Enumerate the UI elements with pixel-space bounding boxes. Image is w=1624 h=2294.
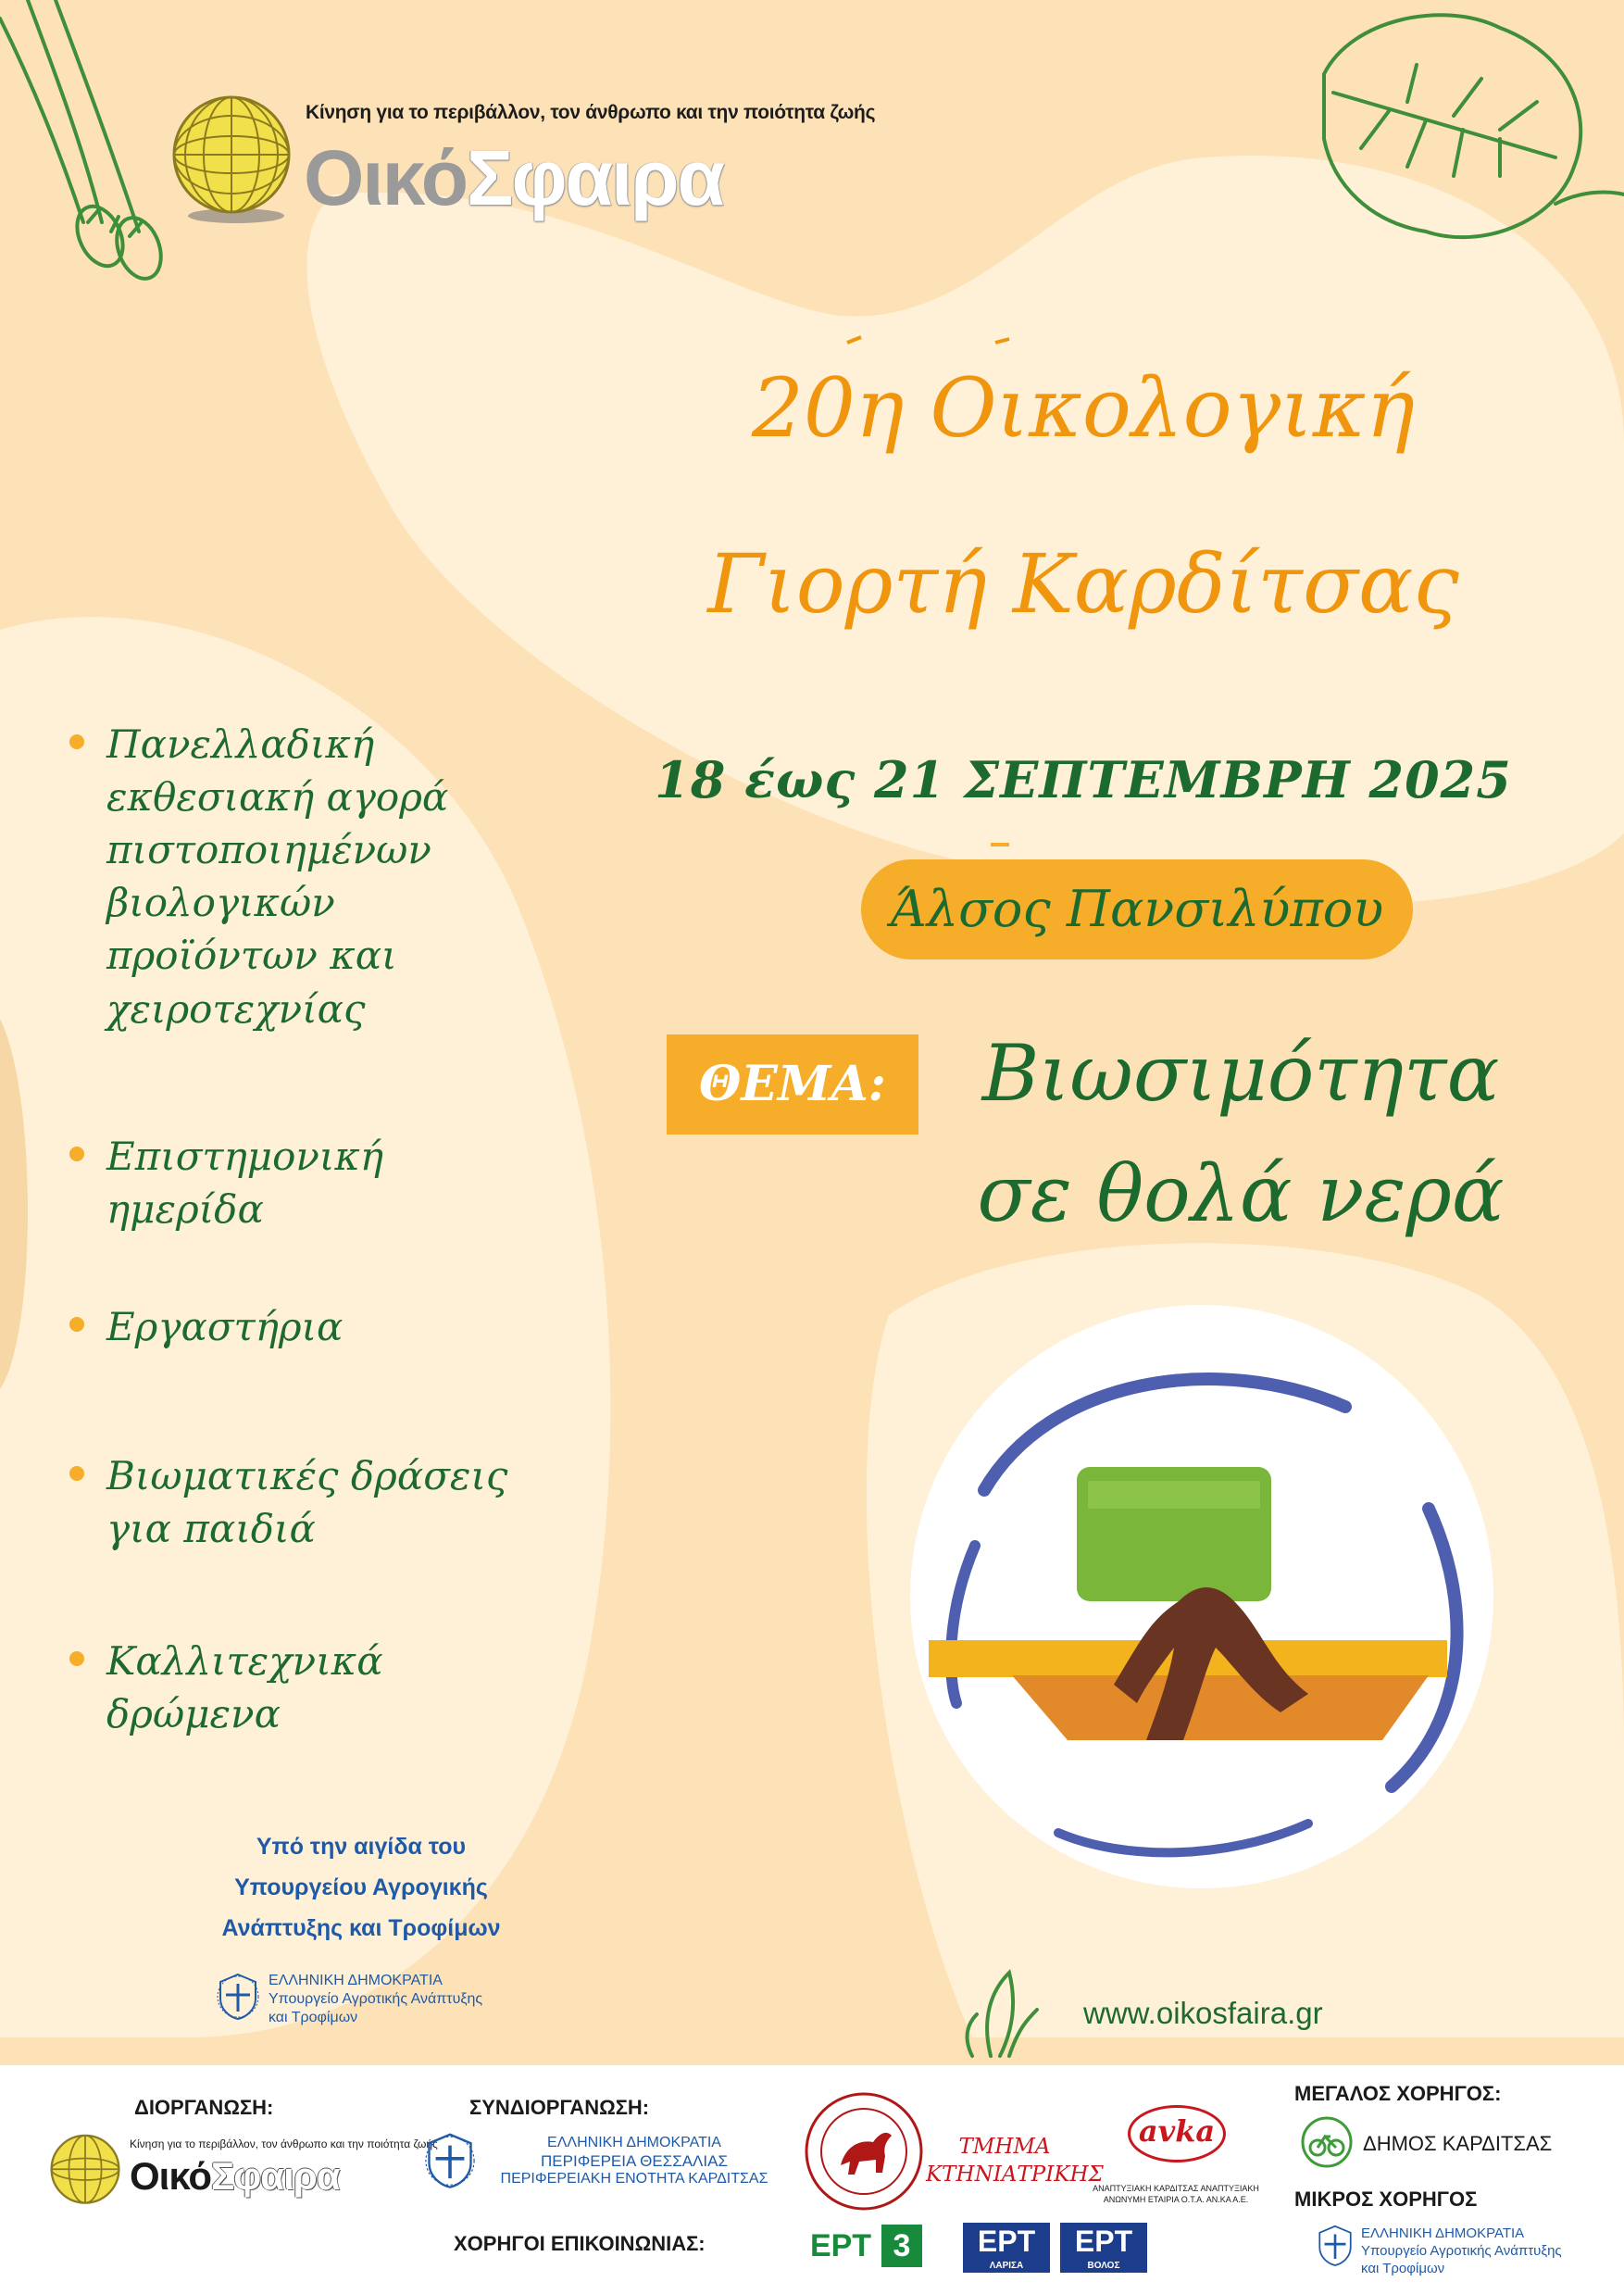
aegis-line-2: Υπουργείου Αγρογικής [234,1874,488,1900]
activity-conference [106,1130,569,1235]
minor-sponsor-emblem-icon [1315,2223,1355,2267]
minor-sponsor-line-1: ΕΛΛΗΝΙΚΗ ΔΗΜΟΚΡΑΤΙΑ [1361,2225,1525,2241]
title-line-1: 20η Οικολογική [751,360,1416,456]
activity-line: εκθεσιακή αγορά [106,774,449,821]
region-line-2: ΠΕΡΙΦΕΡΕΙΑ ΘΕΣΣΑΛΙΑΣ [541,2152,728,2170]
venue-badge: Άλσος Πανσιλύπου [861,859,1413,959]
minor-sponsor-line-2: Υπουργείο Αγροτικής Ανάπτυξης [1361,2243,1562,2259]
theme-line-2: σε θολά νερά [977,1148,1505,1239]
activity-line: ημερίδα [106,1186,264,1233]
activity-line: Επιστημονική [106,1134,384,1179]
title-line-2: Γιορτή Καρδίτσας [707,536,1459,632]
activity-line: πιστοποιημένων [106,827,431,873]
activity-line: για παιδιά [106,1506,316,1552]
university-thessaly-seal [804,2091,924,2212]
media-sponsors-label: ΧΟΡΗΓΟΙ ΕΠΙΚΟΙΝΩΝΙΑΣ: [454,2232,706,2255]
brand-part-1: Οικό [304,134,468,221]
activity-kids [106,1449,569,1555]
blue-ring-left [951,1546,975,1703]
organizer-brand-1: Οικό [130,2154,212,2198]
organizer-brand-2: Σφαιρα [211,2154,340,2198]
aegis-line-1: Υπό την αιγίδα του [256,1834,467,1860]
region-emblem-icon [422,2130,478,2189]
activity-line: Πανελλαδική [106,721,375,767]
ert-logo-3-sub: ΒΟΛΟΣ [1060,2260,1147,2273]
coorganizer-label: ΣΥΝΔΙΟΡΓΑΝΩΣΗ: [469,2096,650,2119]
activity-line: βιολογικών [106,880,335,926]
ministry-line-3: και Τροφίμων [269,2010,358,2025]
activity-line: προϊόντων και [106,933,397,979]
tree-emblem [910,1305,1493,1888]
region-line-3: ΠΕΡΙΦΕΡΕΙΑΚΗ ΕΝΟΤΗΤΑ ΚΑΡΔΙΤΣΑΣ [500,2171,768,2187]
theme-line-1: Βιωσιμότητα [981,1028,1500,1119]
brand-part-2: Σφαιρα [467,134,724,221]
organizer-globe-logo [44,2130,126,2212]
activity-line: Βιωματικές δράσεις [106,1453,508,1498]
activity-market [106,718,569,1035]
bullet-dot [69,1651,84,1666]
bullet-dot [69,734,84,749]
ert-logo-1: ΕΡΤ [809,2228,872,2263]
bullet-dot [69,1317,84,1332]
organizer-brand [130,2154,340,2199]
greek-emblem-icon [215,1971,261,2021]
activity-line: Καλλιτεχνικά [106,1638,383,1684]
vet-dept-line-1: ΤΜΗΜΑ [958,2135,1051,2159]
region-line-1: ΕΛΛΗΝΙΚΗ ΔΗΜΟΚΡΑΤΙΑ [547,2135,721,2150]
bullet-dot [69,1147,84,1161]
anka-text-1: ΑΝΑΠΤΥΞΙΑΚΗ ΚΑΡΔΙΤΣΑΣ ΑΝΑΠΤΥΞΙΑΚΗ [1093,2184,1259,2193]
theme-tag: ΘΕΜΑ: [667,1034,918,1134]
ministry-line-2: Υπουργείο Αγροτικής Ανάπτυξης [269,1991,483,2007]
karditsa-municipality-logo [1301,2116,1353,2168]
minor-sponsor-label: ΜΙΚΡΟΣ ΧΟΡΗΓΟΣ [1294,2187,1478,2211]
major-sponsor-label: ΜΕΓΑΛΟΣ ΧΟΡΗΓΟΣ: [1294,2082,1502,2105]
minor-sponsor-line-3: και Τροφίμων [1361,2261,1445,2276]
event-dates: 18 έως 21 ΣΕΠΤΕΜΒΡΗ 2025 [655,750,1512,809]
brand-name [304,134,724,221]
activity-workshops [106,1300,569,1353]
website-link[interactable]: www.oikosfaira.gr [1083,1996,1323,2030]
organizer-label: ΔΙΟΡΓΑΝΩΣΗ: [134,2096,274,2119]
header-tagline: Κίνηση για το περιβάλλον, τον άνθρωπο και την ποιότητα ζωής [306,102,876,123]
ert-logo-2: ΕΡΤ [963,2223,1050,2260]
anka-text-2: ΑΝΩΝΥΜΗ ΕΤΑΙΡΙΑ Ο.Τ.Α. ΑΝ.ΚΑ Α.Ε. [1103,2195,1249,2204]
ministry-line-1: ΕΛΛΗΝΙΚΗ ΔΗΜΟΚΡΑΤΙΑ [269,1973,443,1988]
activity-line: Εργαστήρια [106,1304,344,1349]
major-sponsor-name: ΔΗΜΟΣ ΚΑΡΔΙΤΣΑΣ [1363,2132,1553,2155]
blue-ring-bottom [1058,1824,1308,1852]
ground [1012,1675,1429,1740]
ert-logo-3: ΕΡΤ [1060,2223,1147,2260]
ert3-number: 3 [881,2225,922,2267]
vet-dept-line-2: ΚΤΗΝΙΑΤΡΙΚΗΣ [926,2162,1104,2187]
ert-logo-2-sub: ΛΑΡΙΣΑ [963,2260,1050,2273]
organizer-tagline: Κίνηση για το περιβάλλον, τον άνθρωπο και την ποιότητα ζωής [130,2137,438,2150]
anka-logo-text: avka [1138,2113,1216,2149]
activity-line: χειροτεχνίας [106,985,366,1032]
activity-line: δρώμενα [106,1691,281,1737]
aegis-line-3: Ανάπτυξης και Τροφίμων [221,1915,501,1941]
activity-arts [106,1635,569,1740]
oikosfaira-globe-logo [162,88,301,227]
asparagus-drawing [0,0,169,284]
bullet-dot [69,1466,84,1481]
